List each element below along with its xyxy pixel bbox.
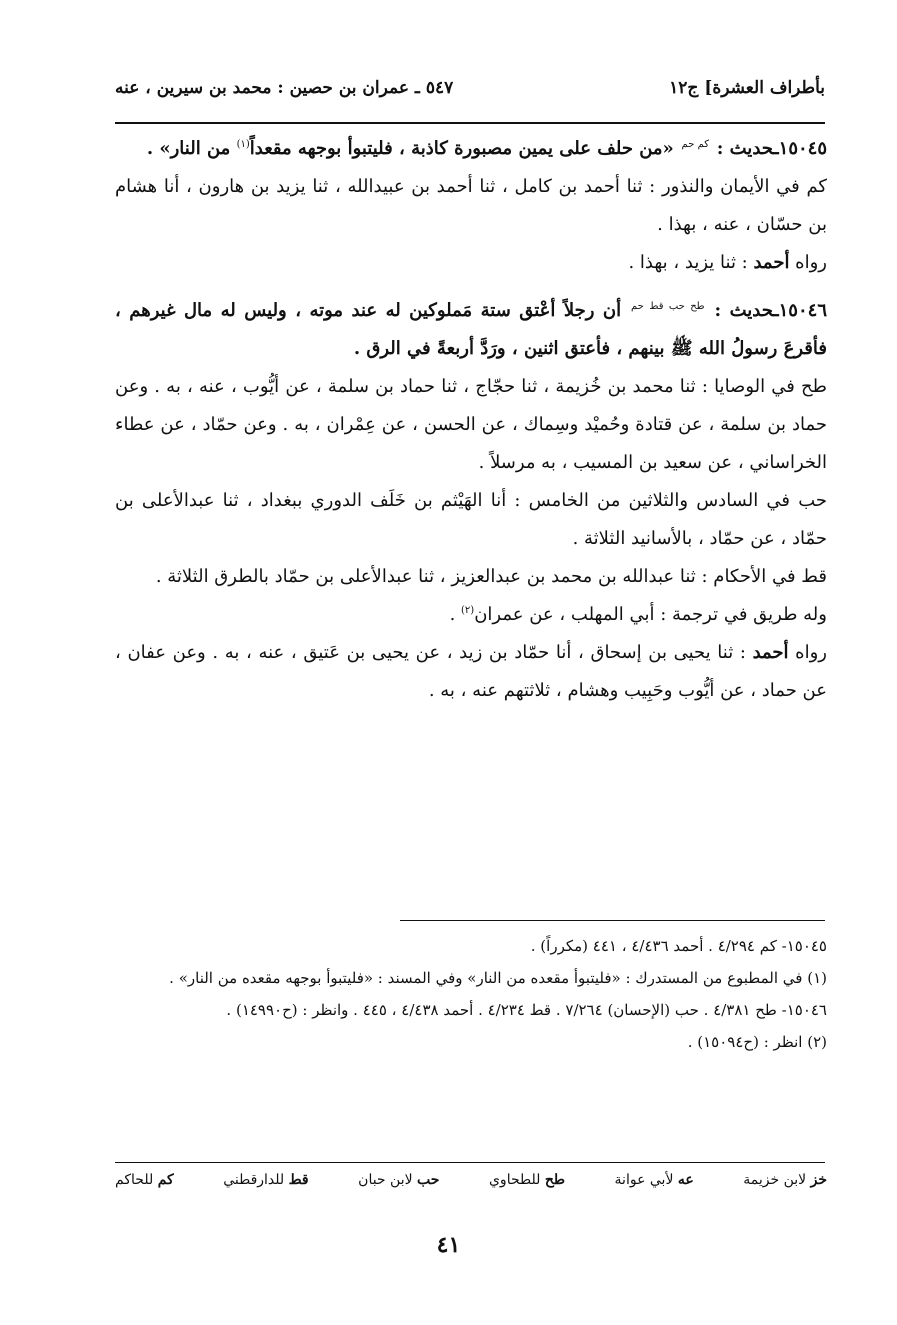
footnote-ref: (٢) xyxy=(461,605,475,616)
abbreviation-item: كم للحاكم xyxy=(115,1172,174,1188)
running-header xyxy=(115,68,825,108)
isnad-text: وله طريق في ترجمة : أبي المهلب ، عن عمران xyxy=(474,604,827,625)
abbreviation-item: عه لأبي عوانة xyxy=(614,1172,694,1188)
isnad-text: : ثنا يحيى بن إسحاق ، أنا حمّاد بن زيد ، عن يحيى بن عَتيق ، عنه ، به . وعن عفان ، عن حماد ، عن أيُّوب وحَبِيب وهشام ، ثلاثتهم عنه ، به . xyxy=(115,642,827,701)
abbreviation-item: طح للطحاوي xyxy=(488,1172,566,1188)
hadith-text: «من حلف على يمين مصبورة كاذبة ، فليتبوأ بوجهه مقعداً xyxy=(249,138,674,159)
abbreviation-rule xyxy=(115,1162,825,1163)
isnad-paragraph: طح في الوصايا : ثنا محمد بن خُزيمة ، ثنا حجّاج ، ثنا حماد بن سلمة ، عن أيُّوب ، عنه ، به . وعن حماد بن سلمة ، عن قتادة وحُميْد وسِماك ، عن الحسن ، عن عِمْران ، به . وعن حمّاد ، عن عطاء الخراساني ، عن سعيد بن المسيب ، به مرسلاً . xyxy=(115,376,827,473)
abbreviation-item: خز لابن خزيمة xyxy=(743,1172,827,1188)
footnote: (١) في المطبوع من المستدرك : «فليتبوأ مقعده من النار» وفي المسند : «فليتبوأ بوجهه مقعده من النار» . xyxy=(169,969,827,987)
hadith-number: ١٥٠٤٥ xyxy=(778,138,827,159)
footnote: ١٥٠٤٦- طح ٤/٣٨١ . حب (الإحسان) ٧/٢٦٤ . قط ٤/٢٣٤ . أحمد ٤/٤٣٨ ، ٤٤٥ . وانظر : (ح١٤٩٩٠) . xyxy=(226,1001,827,1019)
footnote: (٢) انظر : (ح١٥٠٩٤) . xyxy=(687,1033,827,1051)
hadith-15045 xyxy=(115,130,827,168)
isnad-text: . xyxy=(449,604,462,625)
isnad-text: : ثنا يزيد ، بهذا . xyxy=(628,252,754,273)
isnad-paragraph xyxy=(115,244,827,282)
hadith-number: ١٥٠٤٦ xyxy=(778,300,827,321)
isnad-paragraph: كم في الأيمان والنذور : ثنا أحمد بن كامل ، ثنا أحمد بن عبيدالله ، ثنا يزيد بن هارون ، أنا هشام بن حسّان ، عنه ، بهذا . xyxy=(115,176,827,235)
isnad-text: رواه xyxy=(789,252,827,273)
source-name: أحمد xyxy=(752,642,789,663)
footnote-rule xyxy=(400,920,825,921)
footnote-ref: (١) xyxy=(236,139,250,150)
hadith-text-tail: من النار» . xyxy=(146,138,237,159)
hadith-label: ـحديث : xyxy=(714,300,779,321)
footnotes xyxy=(115,930,827,1058)
page-number: ٤١ xyxy=(436,1232,461,1258)
isnad-paragraph xyxy=(115,596,827,634)
isnad-paragraph xyxy=(115,634,827,710)
hadith-15046 xyxy=(115,292,827,368)
header-rule xyxy=(115,122,825,124)
isnad-paragraph: حب في السادس والثلاثين من الخامس : أنا الهَيْثم بن خَلَف الدوري ببغداد ، ثنا عبدالأعلى بن حمّاد ، عن حمّاد ، بالأسانيد الثلاثة . xyxy=(115,490,827,549)
source-name: أحمد xyxy=(753,252,790,273)
abbreviation-item: قط للدارقطني xyxy=(223,1172,309,1188)
main-text xyxy=(115,130,827,710)
source-sigla: كم حم xyxy=(681,139,709,150)
header-book-title: بأطراف العشرة] ج١٢ xyxy=(669,78,825,98)
header-section-title: ٥٤٧ ـ عمران بن حصين : محمد بن سيرين ، عنه xyxy=(115,78,454,98)
isnad-text: رواه xyxy=(788,642,827,663)
source-sigla: طح حب قط حم xyxy=(631,301,705,312)
footnote: ١٥٠٤٥- كم ٤/٢٩٤ . أحمد ٤/٤٣٦ ، ٤٤١ (مكرراً) . xyxy=(530,937,827,955)
hadith-text: أن رجلاً أعْتق ستة مَملوكين له عند موته ، وليس له مال غيرهم ، فأقرعَ رسولُ الله ﷺ بينهم ، فأعتق اثنين ، ورَدَّ أربعةً في الرق . xyxy=(115,300,827,359)
isnad-paragraph: قط في الأحكام : ثنا عبدالله بن محمد بن عبدالعزيز ، ثنا عبدالأعلى بن حمّاد بالطرق الثلاثة . xyxy=(155,566,827,587)
hadith-label: ـحديث : xyxy=(716,138,779,159)
abbreviation-item: حب لابن حبان xyxy=(358,1172,440,1188)
abbreviation-key xyxy=(115,1172,827,1188)
